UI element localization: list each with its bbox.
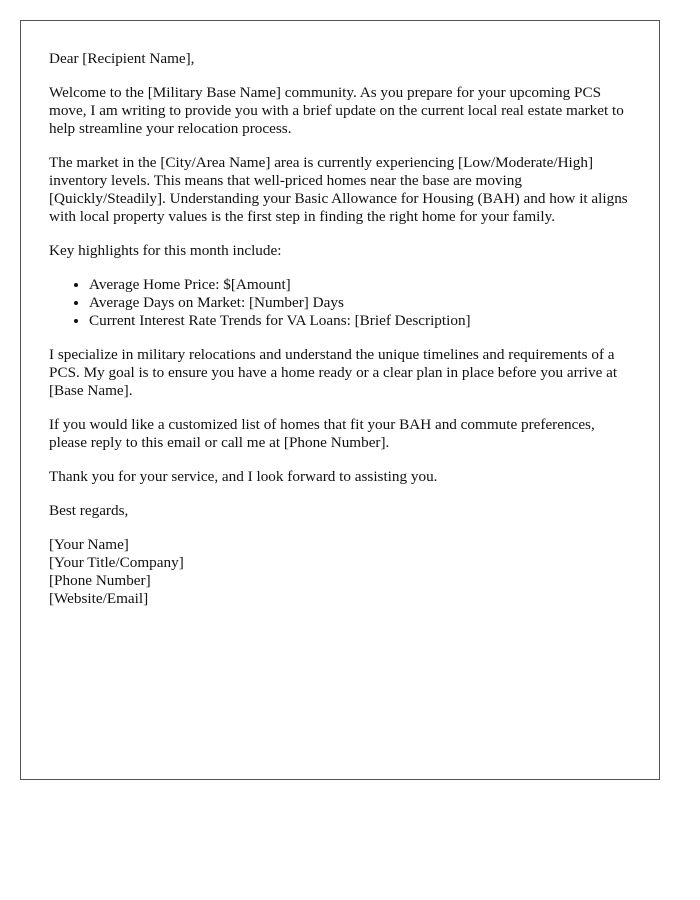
highlight-item: • Average Home Price: $[Amount] xyxy=(89,276,631,294)
salutation: Dear [Recipient Name], xyxy=(49,50,195,67)
highlight-item: • Current Interest Rate Trends for VA Loans: [Brief Description] xyxy=(89,312,631,330)
thanks-paragraph: Thank you for your service, and I look forward to assisting you. xyxy=(49,468,438,485)
highlights-list xyxy=(49,276,631,330)
sign-off: Best regards, xyxy=(49,502,129,519)
signature-title: [Your Title/Company] xyxy=(49,554,184,571)
market-paragraph: The market in the [City/Area Name] area is currently experiencing [Low/Moderate/High] inventory levels. This means that well-priced homes near the base are moving [Quickly/Steadily]. Understanding your Basic Allowance for Housing (BAH) and how it aligns with local property values is the first step in finding the right home for your family. xyxy=(49,154,628,225)
contact-paragraph: If you would like a customized list of homes that fit your BAH and commute preferences, please reply to this email or call me at [Phone Number]. xyxy=(49,416,595,451)
specialization-paragraph: I specialize in military relocations and understand the unique timelines and requirements of a PCS. My goal is to ensure you have a home ready or a clear plan in place before you arrive at [Base Name]. xyxy=(49,346,618,399)
highlight-item: • Average Days on Market: [Number] Days xyxy=(89,294,631,312)
signature-website: [Website/Email] xyxy=(49,590,149,607)
intro-paragraph: Welcome to the [Military Base Name] community. As you prepare for your upcoming PCS move, I am writing to provide you with a brief update on the current local real estate market to help streamline your relocation process. xyxy=(49,84,624,137)
highlights-heading: Key highlights for this month include: xyxy=(49,242,282,259)
letter-page xyxy=(20,20,660,780)
signature-name: [Your Name] xyxy=(49,536,129,553)
signature-phone: [Phone Number] xyxy=(49,572,151,589)
signature-block xyxy=(49,536,631,608)
